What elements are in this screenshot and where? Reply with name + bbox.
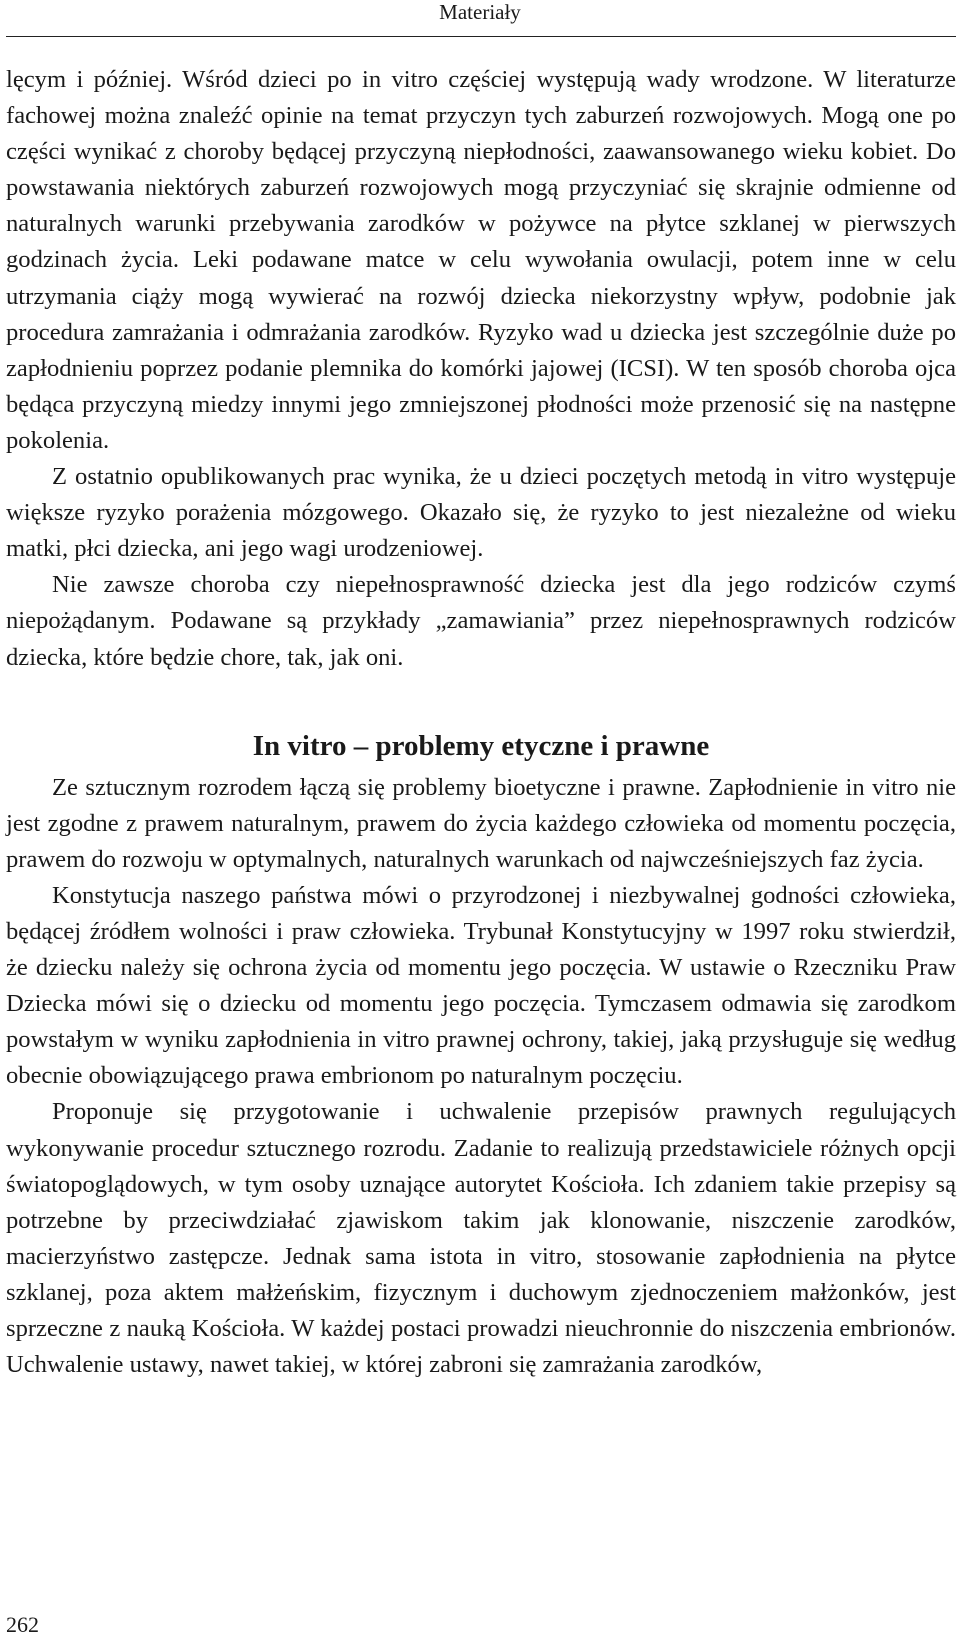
section-heading: In vitro – problemy etyczne i prawne [252,729,710,762]
paragraph: Proponuje się przygotowanie i uchwalenie przepisów prawnych regulujących wykonywanie procedur sztucznego rozrodu. Zadanie to realizują przedstawiciele różnych opcji światopoglądowych, w tym osoby uznające autorytet Kościoła. Ich zdaniem takie przepisy są potrzebne by przeciwdziałać zjawiskom takim jak klonowanie, niszczenie zarodków, macierzyństwo zastępcze. Jednak sama istota in vitro, stosowanie zapłodnienia na płytce szklanej, poza aktem małżeńskim, fizycznym i duchowym zjednoczeniem małżonków, jest sprzeczne z nauką Kościoła. W każdej postaci prowadzi nieuchronnie do niszczenia embrionów. Uchwalenie ustawy, nawet takiej, w której zabroni się zamrażania zarodków, [6,1098,956,1379]
paragraph: Z ostatnio opublikowanych prac wynika, że u dzieci poczętych metodą in vitro występuje większe ryzyko porażenia mózgowego. Okazało się, że ryzyko to jest niezależne od wieku matki, płci dziecka, ani jego wagi urodzeniowej. [6,463,956,563]
page-number: 262 [6,1612,39,1637]
paragraph: Nie zawsze choroba czy niepełnosprawność dziecka jest dla jego rodziców czymś niepożądanym. Podawane są przykłady „zamawiania” przez niepełnosprawnych rodziców dziecka, które będzie chore, tak, jak oni. [6,571,956,671]
running-head: Materiały [439,0,521,24]
paragraph: Konstytucja naszego państwa mówi o przyrodzonej i niezbywalnej godności człowieka, będącej źródłem wolności i praw człowieka. Trybunał Konstytucyjny w 1997 roku stwierdził, że dziecku należy się ochrona życia od momentu jego poczęcia. W ustawie o Rzeczniku Praw Dziecka mówi się o dziecku od momentu jego poczęcia. Tymczasem odmawia się zarodkom powstałym w wyniku zapłodnienia in vitro prawnej ochrony, takiej, jaką przysługuje się według obecnie obowiązującego prawa embrionom po naturalnym poczęciu. [6,881,956,1090]
paragraph: lęcym i później. Wśród dzieci po in vitro częściej występują wady wrodzone. W literaturze fachowej można znaleźć opinie na temat przyczyn tych zaburzeń rozwojowych. Mogą one po części wynikać z choroby będącej przyczyną niepłodności, zaawansowanego wieku kobiet. Do powstawania niektórych zaburzeń rozwojowych mogą przyczyniać się skrajnie odmienne od naturalnych warunki przebywania zarodków w pożywce na płytce szklanej w pierwszych godzinach życia. Leki podawane matce w celu wywołania owulacji, potem inne w celu utrzymania ciąży mogą wywierać na rozwój dziecka niekorzystny wpływ, podobnie jak procedura zamrażania i odmrażania zarodków. Ryzyko wad u dziecka jest szczególnie duże po zapłodnieniu poprzez podanie plemnika do komórki jajowej (ICSI). W ten sposób choroba ojca będąca przyczyną miedzy innymi jego zmniejszonej płodności może przenosić się na następne pokolenia. [6,66,956,454]
page-body [6,62,956,1383]
paragraph: Ze sztucznym rozrodem łączą się problemy bioetyczne i prawne. Zapłodnienie in vitro nie jest zgodne z prawem naturalnym, prawem do życia każdego człowieka od momentu poczęcia, prawem do rozwoju w optymalnych, naturalnych warunkach od najwcześniejszych faz życia. [6,773,956,873]
header-rule [6,36,956,37]
